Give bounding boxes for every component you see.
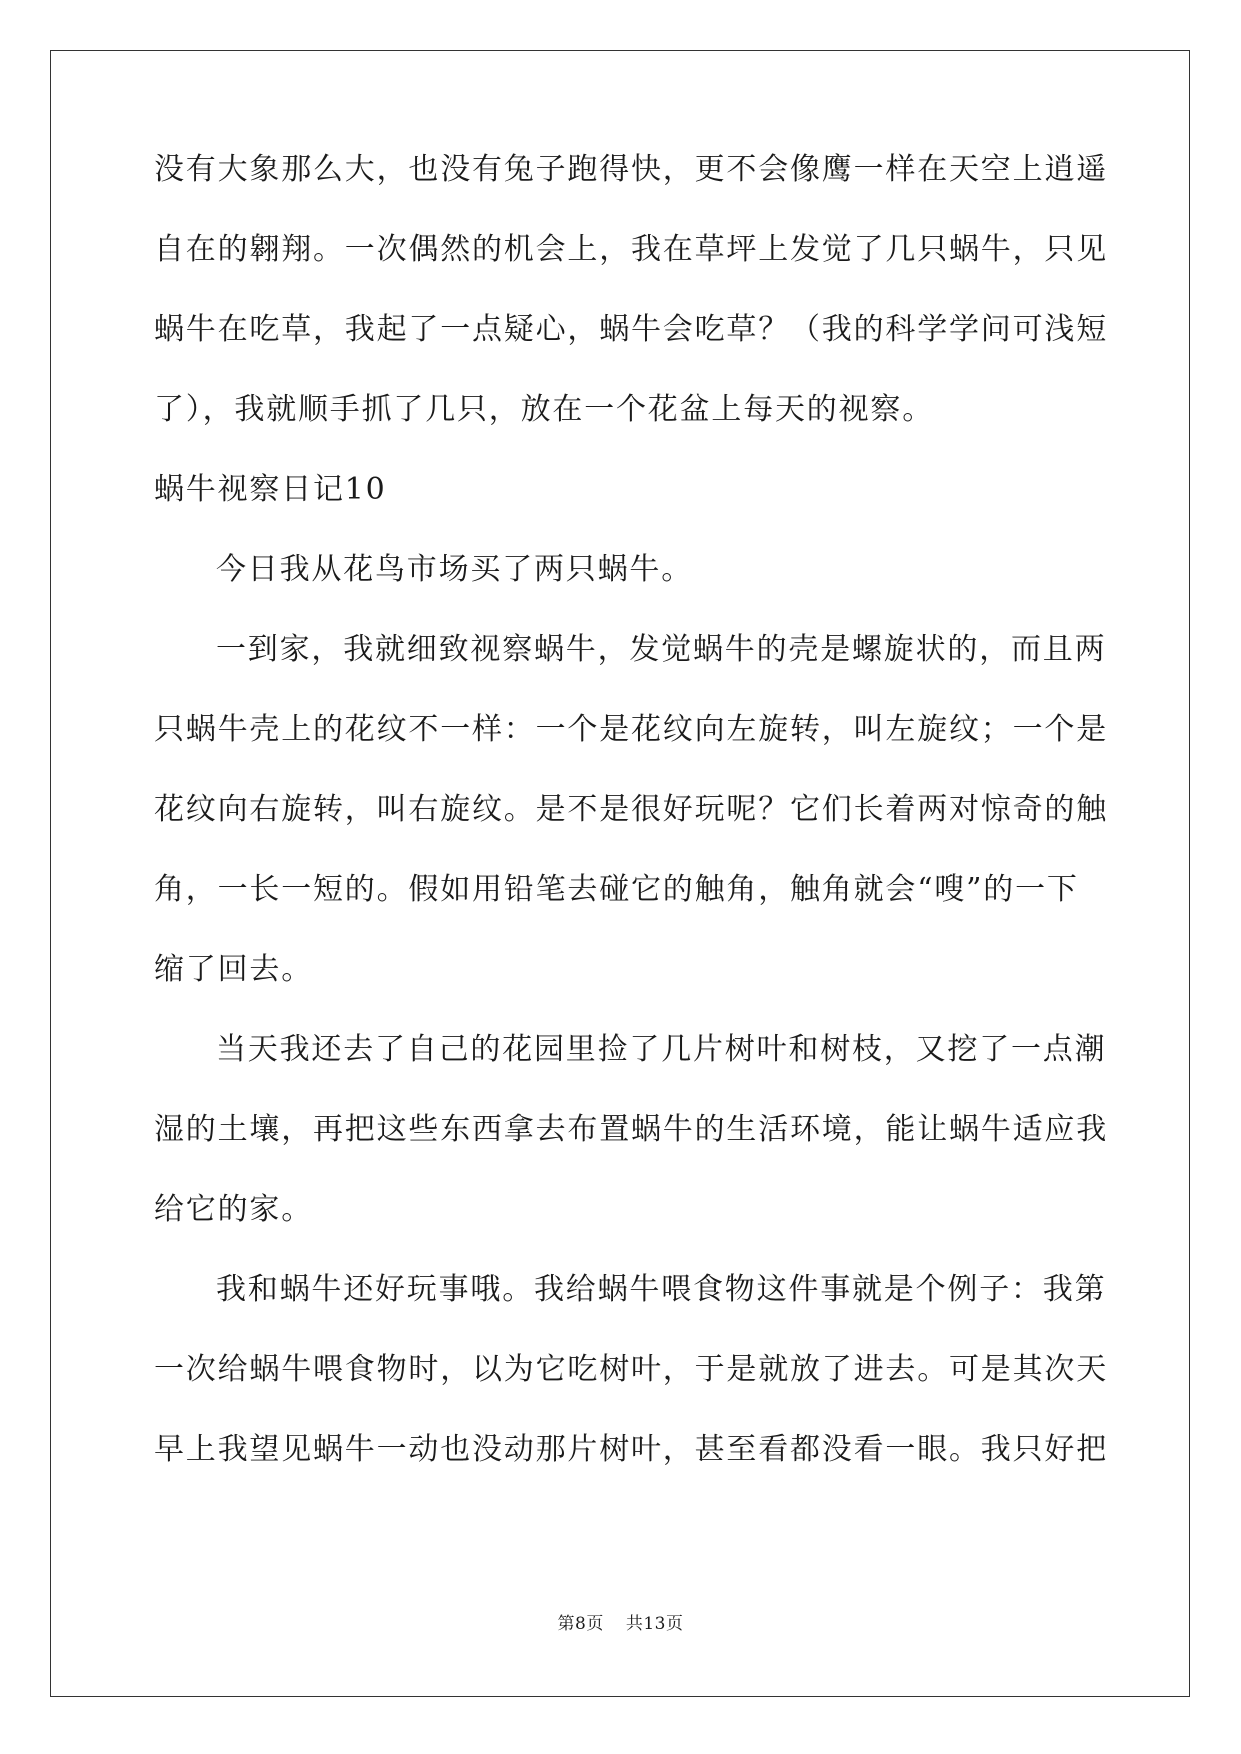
text-line: 了），我就顺手抓了几只，放在一个花盆上每天的视察。 <box>154 392 934 427</box>
text-line: 当天我还去了自己的花园里捡了几片树叶和树枝，又挖了一点潮 <box>216 1032 1107 1067</box>
page-total: 共13页 <box>625 1614 684 1634</box>
text-line: 早上我望见蜗牛一动也没动那片树叶，甚至看都没看一眼。我只好把 <box>154 1432 1108 1467</box>
text-line: 蜗牛在吃草，我起了一点疑心，蜗牛会吃草？（我的科学学问可浅短 <box>154 312 1108 347</box>
text-line: 只蜗牛壳上的花纹不一样：一个是花纹向左旋转，叫左旋纹；一个是 <box>154 712 1108 747</box>
text-line: 没有大象那么大，也没有兔子跑得快，更不会像鹰一样在天空上逍遥 <box>154 152 1108 187</box>
text-line: 缩了回去。 <box>154 952 313 987</box>
text-line: 一到家，我就细致视察蜗牛，发觉蜗牛的壳是螺旋状的，而且两 <box>216 632 1107 667</box>
text-line: 我和蜗牛还好玩事哦。我给蜗牛喂食物这件事就是个例子：我第 <box>216 1272 1107 1307</box>
text-line: 湿的土壤，再把这些东西拿去布置蜗牛的生活环境，能让蜗牛适应我 <box>154 1112 1108 1147</box>
section-title: 蜗牛视察日记10 <box>154 472 387 507</box>
page-number: 第8页 <box>557 1614 604 1634</box>
page-footer <box>0 1612 1241 1636</box>
text-line: 一次给蜗牛喂食物时，以为它吃树叶，于是就放了进去。可是其次天 <box>154 1352 1108 1387</box>
text-line: 今日我从花鸟市场买了两只蜗牛。 <box>216 552 693 587</box>
text-line: 角，一长一短的。假如用铅笔去碰它的触角，触角就会“嗖”的一下 <box>154 872 1079 907</box>
text-line: 给它的家。 <box>154 1192 313 1227</box>
text-line: 花纹向右旋转，叫右旋纹。是不是很好玩呢？它们长着两对惊奇的触 <box>154 792 1108 827</box>
text-line: 自在的翱翔。一次偶然的机会上，我在草坪上发觉了几只蜗牛，只见 <box>154 232 1108 267</box>
